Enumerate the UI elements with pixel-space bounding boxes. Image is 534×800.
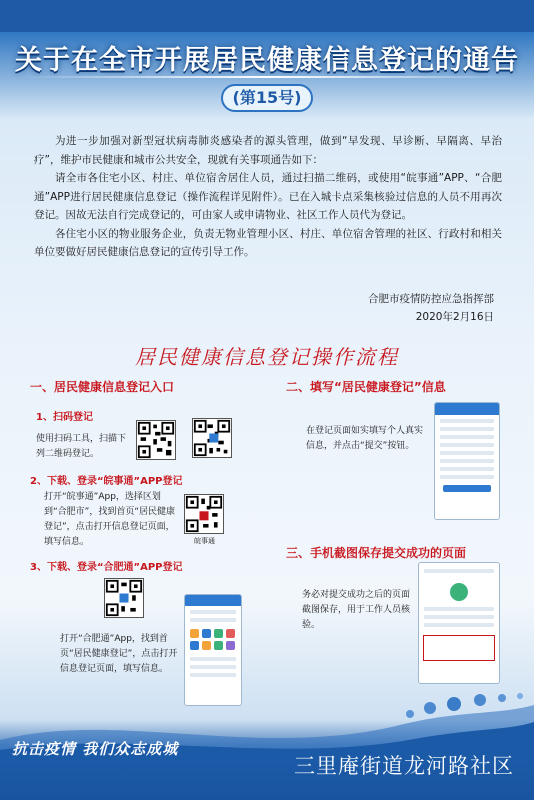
qr-code-2 (192, 418, 232, 458)
submission-success-screenshot (418, 562, 500, 684)
slogan: 抗击疫情 我们众志成城 (12, 740, 179, 758)
issue-date: 2020年2月16日 (415, 311, 494, 323)
section1-title: 一、居民健康信息登记入口 (30, 380, 175, 394)
community-name: 三里庵街道龙河路社区 (294, 754, 514, 778)
title-divider (20, 76, 514, 78)
qr-code-1 (136, 420, 176, 460)
success-check-icon (450, 583, 468, 601)
step2-title: 2、下载、登录“皖事通”APP登记 (30, 476, 183, 487)
hefeitong-app-screenshot (184, 594, 242, 706)
signature (368, 290, 494, 326)
section3-text: 务必对提交成功之后的页面截图保存，用于工作人员核验。 (302, 590, 411, 630)
registration-form-screenshot (434, 402, 500, 520)
section3-title: 三、手机截图保存提交成功的页面 (286, 546, 467, 560)
issue-number: (第15号) (221, 84, 313, 112)
qr-code-hefeitong (104, 578, 144, 618)
notice-title: 关于在全市开展居民健康信息登记的通告 (15, 45, 519, 76)
decorative-dots (400, 690, 530, 720)
paragraph-1: 为进一步加强对新型冠状病毒肺炎感染者的源头管理，做到“早发现、早诊断、早隔离、早治疗”，维护市民健康和城市公共安全，现就有关事项通告如下： (34, 135, 502, 166)
notice-body (34, 132, 502, 262)
top-band (0, 0, 534, 32)
qr-code-wanshitong (184, 494, 224, 534)
section2-title: 二、填写“居民健康登记”信息 (286, 380, 446, 394)
step1-title: 1、扫码登记 (36, 412, 93, 423)
step1-text: 使用扫码工具，扫描下列二维码登记。 (36, 434, 127, 459)
step2-text: 打开“皖事通”App，选择区划到“合肥市”，找到首页“居民健康登记”，点击打开信息登记页面，填写信息。 (44, 492, 175, 547)
highlight-box (423, 635, 495, 661)
paragraph-2: 请全市各住宅小区、村庄、单位宿舍居住人员，通过扫描二维码，或使用“皖事通”APP、“合肥通”APP进行居民健康信息登记（操作流程详见附件）。已在入城卡点采集核验过信息的人员不用再次登记。因故无法自行完成登记的，可由家人或申请物业、社区工作人员代为登记。 (34, 172, 502, 221)
flow-title: 居民健康信息登记操作流程 (135, 345, 399, 369)
paragraph-3: 各住宅小区的物业服务企业，负责无物业管理小区、村庄、单位宿舍管理的社区、行政村和相关单位要做好居民健康信息登记的宣传引导工作。 (34, 227, 502, 258)
step3-text: 打开“合肥通”App，找到首页“居民健康登记”，点击打开信息登记页面，填写信息。 (60, 634, 178, 674)
issuer: 合肥市疫情防控应急指挥部 (368, 293, 494, 305)
qr-caption: 皖事通 (194, 537, 215, 545)
section2-text: 在登记页面如实填写个人真实信息，并点击“提交”按钮。 (306, 426, 424, 451)
step3-title: 3、下载、登录“合肥通”APP登记 (30, 562, 183, 573)
